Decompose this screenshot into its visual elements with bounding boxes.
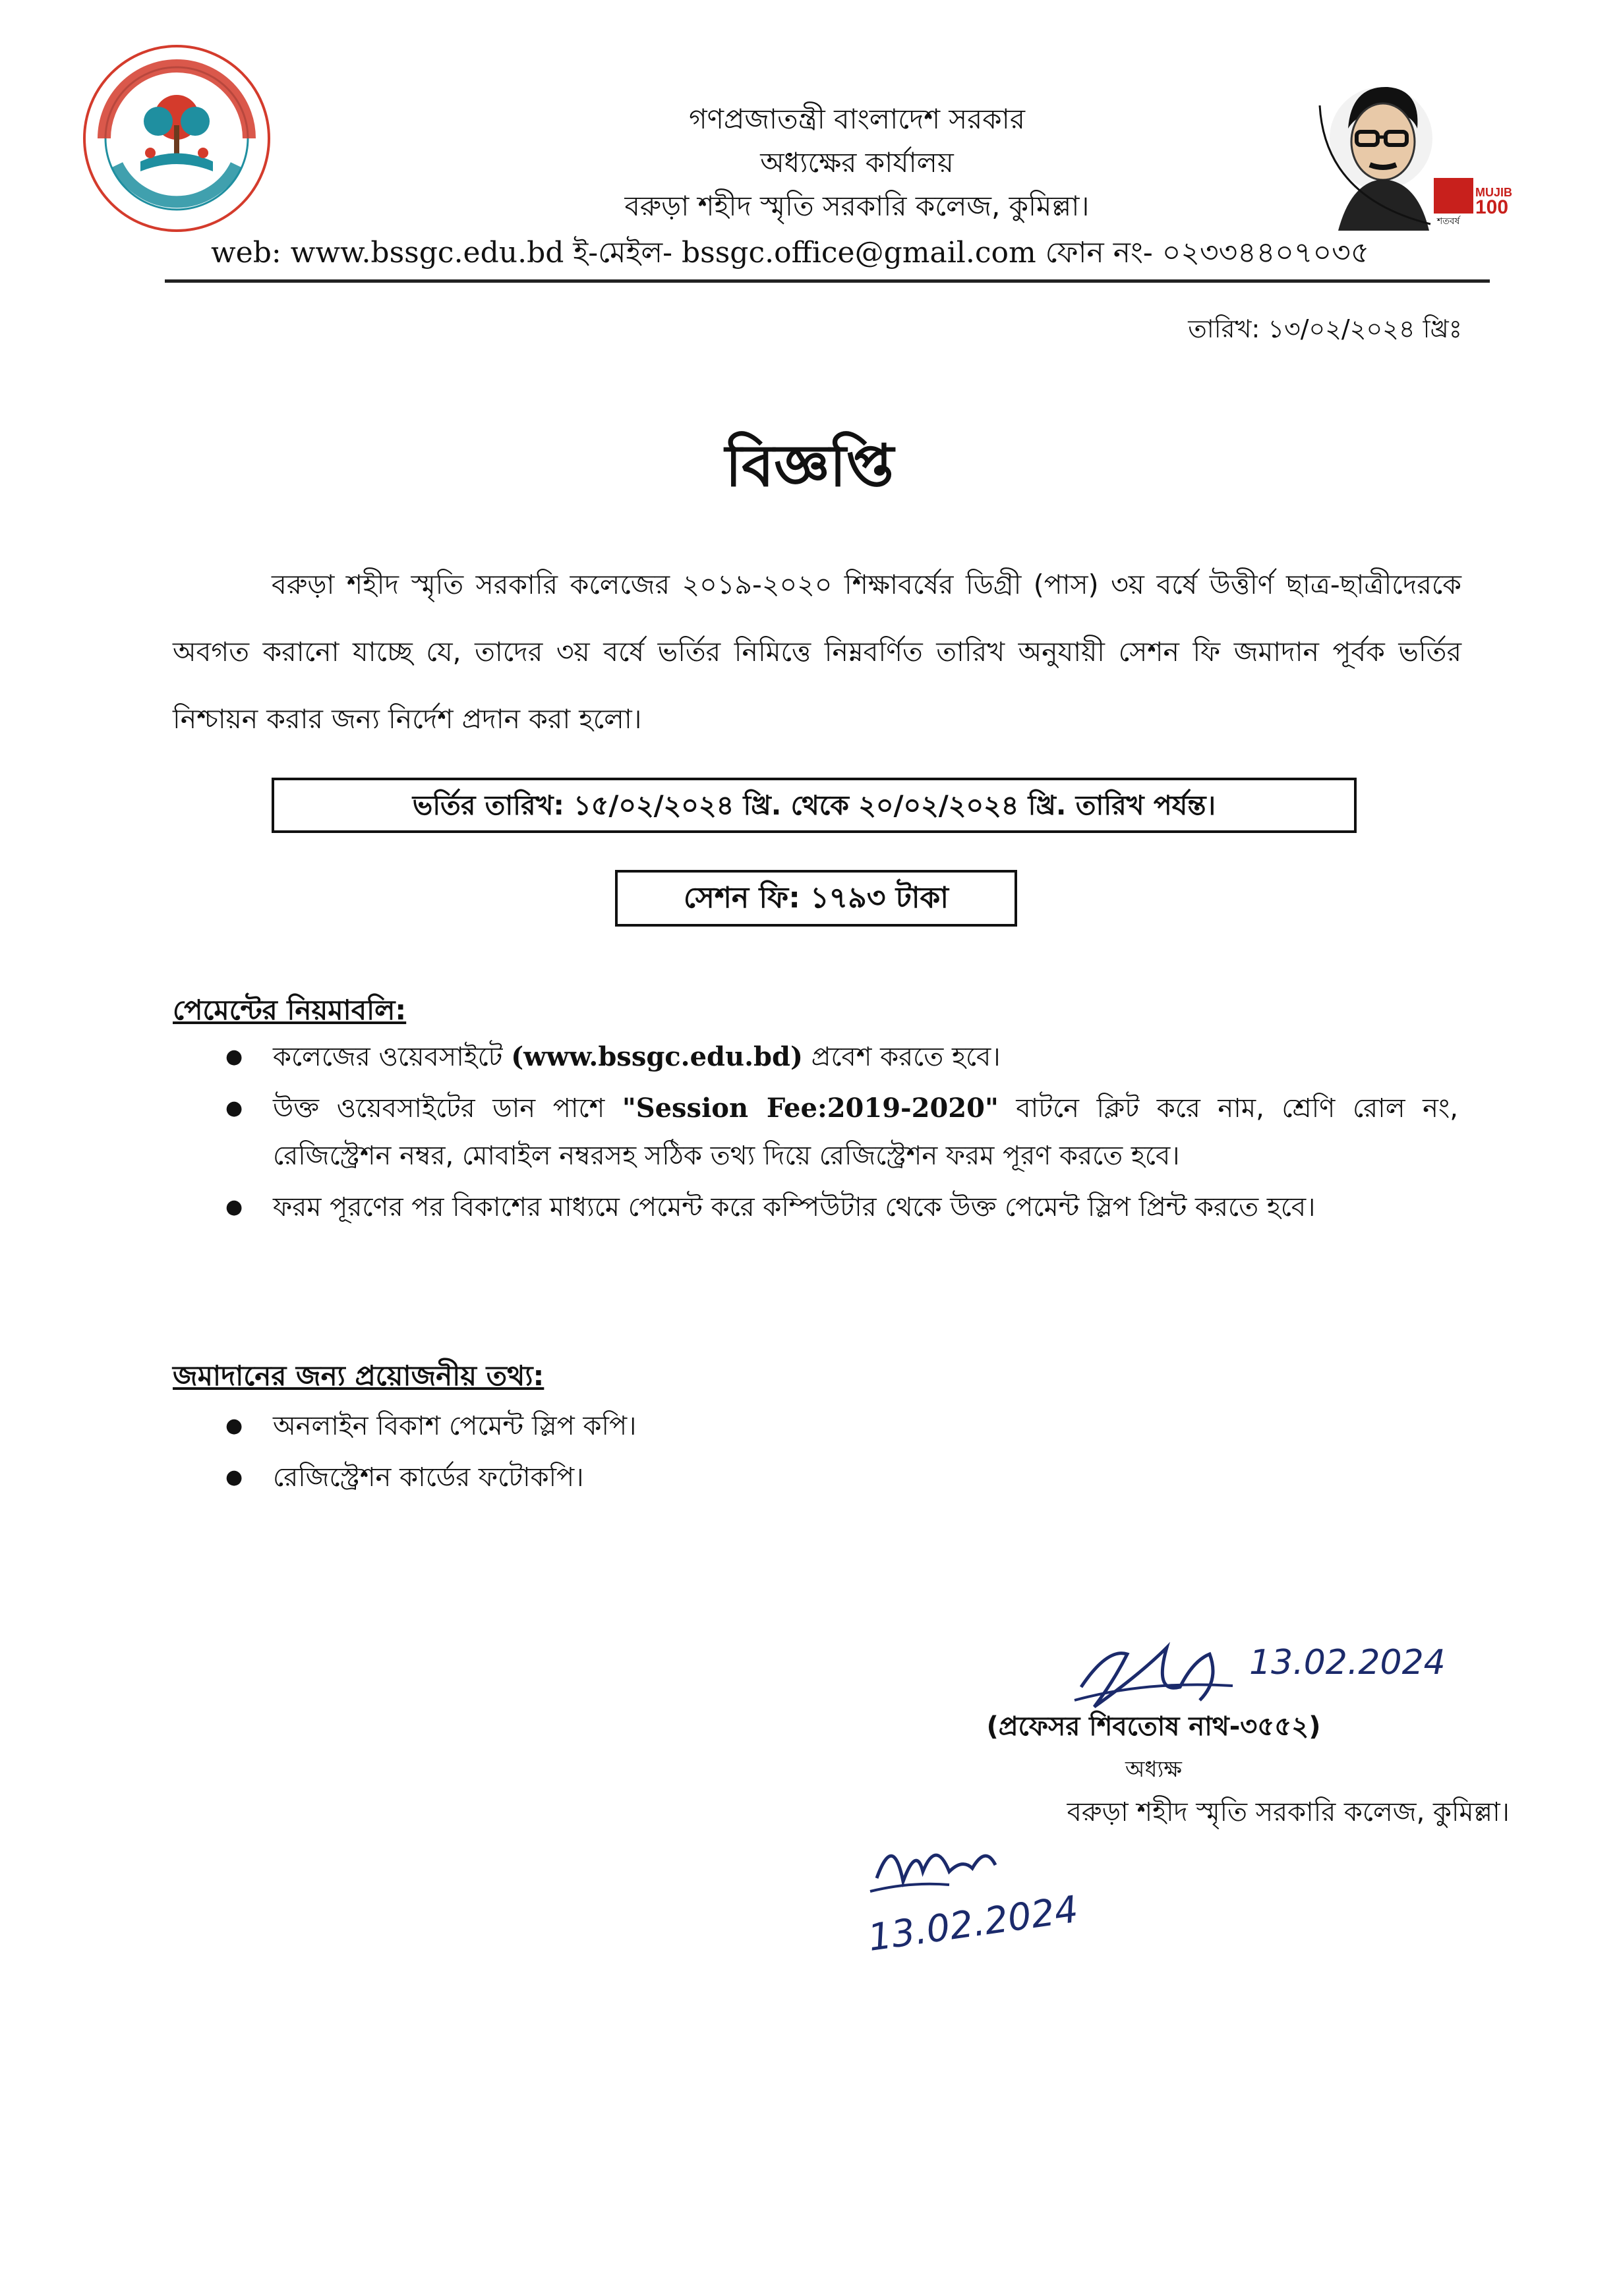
notice-date: তারিখ: ১৩/০২/২০২৪ খ্রিঃ — [1188, 314, 1462, 343]
signatory-name: (প্রফেসর শিবতোষ নাথ-৩৫৫২) — [986, 1711, 1321, 1742]
signatory-block — [857, 1707, 1450, 1793]
office-header — [461, 98, 1252, 228]
header-divider — [165, 279, 1490, 283]
session-fee-box: সেশন ফি: ১৭৯৩ টাকা — [615, 870, 1017, 927]
list-item — [225, 1033, 1458, 1081]
list-item: ● অনলাইন বিকাশ পেমেন্ট স্লিপ কপি। — [225, 1402, 1458, 1450]
session-fee-button-text: "Session Fee:2019-2020" — [622, 1093, 999, 1124]
svg-text:13.02.2024: 13.02.2024 — [865, 1887, 1081, 1960]
rule-text: প্রবেশ করতে হবে। — [802, 1042, 1001, 1072]
initial-signature-icon — [857, 1819, 1147, 1977]
mujib-100-portrait-icon — [1312, 66, 1529, 231]
signatory-designation: অধ্যক্ষ — [1125, 1756, 1182, 1783]
contact-line: web: www.bssgc.edu.bd ই-মেইল- bssgc.office@gmail.com ফোন নং- ০২৩৩৪৪০৭০৩৫ — [211, 236, 1370, 270]
rule-text: কলেজের ওয়েবসাইটে — [273, 1042, 512, 1072]
svg-text:শতবর্ষ: শতবর্ষ — [1437, 216, 1460, 227]
government-name: গণপ্রজাতন্ত্রী বাংলাদেশ সরকার — [689, 103, 1025, 135]
rule-text: উক্ত ওয়েবসাইটের ডান পাশে — [273, 1093, 622, 1124]
payment-rules-heading: পেমেন্টের নিয়মাবলি: — [173, 994, 407, 1026]
college-logo-icon — [78, 40, 276, 237]
list-item: ● রেজিস্ট্রেশন কার্ডের ফটোকপি। — [225, 1454, 1458, 1501]
signatory-college: বরুড়া শহীদ স্মৃতি সরকারি কলেজ, কুমিল্লা। — [1067, 1797, 1510, 1827]
svg-text:13.02.2024: 13.02.2024 — [1249, 1643, 1446, 1682]
rule-text: ফরম পূরণের পর বিকাশের মাধ্যমে পেমেন্ট করে কম্পিউটার থেকে উক্ত পেমেন্ট স্লিপ প্রিন্ট করতে হবে। — [273, 1192, 1316, 1222]
notice-title: বিজ্ঞপ্তি — [725, 432, 894, 500]
notice-body: বরুড়া শহীদ স্মৃতি সরকারি কলেজের ২০১৯-২০২০ শিক্ষাবর্ষের ডিগ্রী (পাস) ৩য় বর্ষে উত্তীর্ণ ছাত্র-ছাত্রীদেরকে অবগত করানো যাচ্ছে যে, তাদের ৩য় বর্ষে ভর্তির নিমিত্তে নিম্নবর্ণিত তারিখ অনুযায়ী সেশন ফি জমাদান পূর্বক ভর্তির নিশ্চায়ন করার জন্য নির্দেশ প্রদান করা হলো। — [173, 569, 1461, 735]
list-item — [225, 1184, 1458, 1231]
svg-text:100: 100 — [1475, 196, 1509, 218]
admission-dates-box: ভর্তির তারিখ: ১৫/০২/২০২৪ খ্রি. থেকে ২০/০২/২০২৪ খ্রি. তারিখ পর্যন্ত। — [272, 778, 1357, 833]
required-docs-heading: জমাদানের জন্য প্রয়োজনীয় তথ্য: — [173, 1360, 545, 1392]
website-link-text: (www.bssgc.edu.bd) — [511, 1041, 803, 1072]
payment-rules-list — [225, 1033, 1458, 1235]
required-docs-list — [225, 1402, 1458, 1505]
list-item — [225, 1085, 1458, 1180]
rule-text: বাটনে ক্লিট করে নাম, শ্রেণি রোল নং, রেজিস্ট্রেশন নম্বর, মোবাইল নম্বরসহ সঠিক তথ্য দিয়ে রেজিস্ট্রেশন ফরম পূরণ করতে হবে। — [273, 1093, 1458, 1171]
office-name: অধ্যক্ষের কার্যালয় — [760, 146, 954, 179]
svg-text:MUJIB: MUJIB — [1475, 186, 1513, 199]
college-name: বরুড়া শহীদ স্মৃতি সরকারি কলেজ, কুমিল্লা। — [624, 190, 1090, 222]
